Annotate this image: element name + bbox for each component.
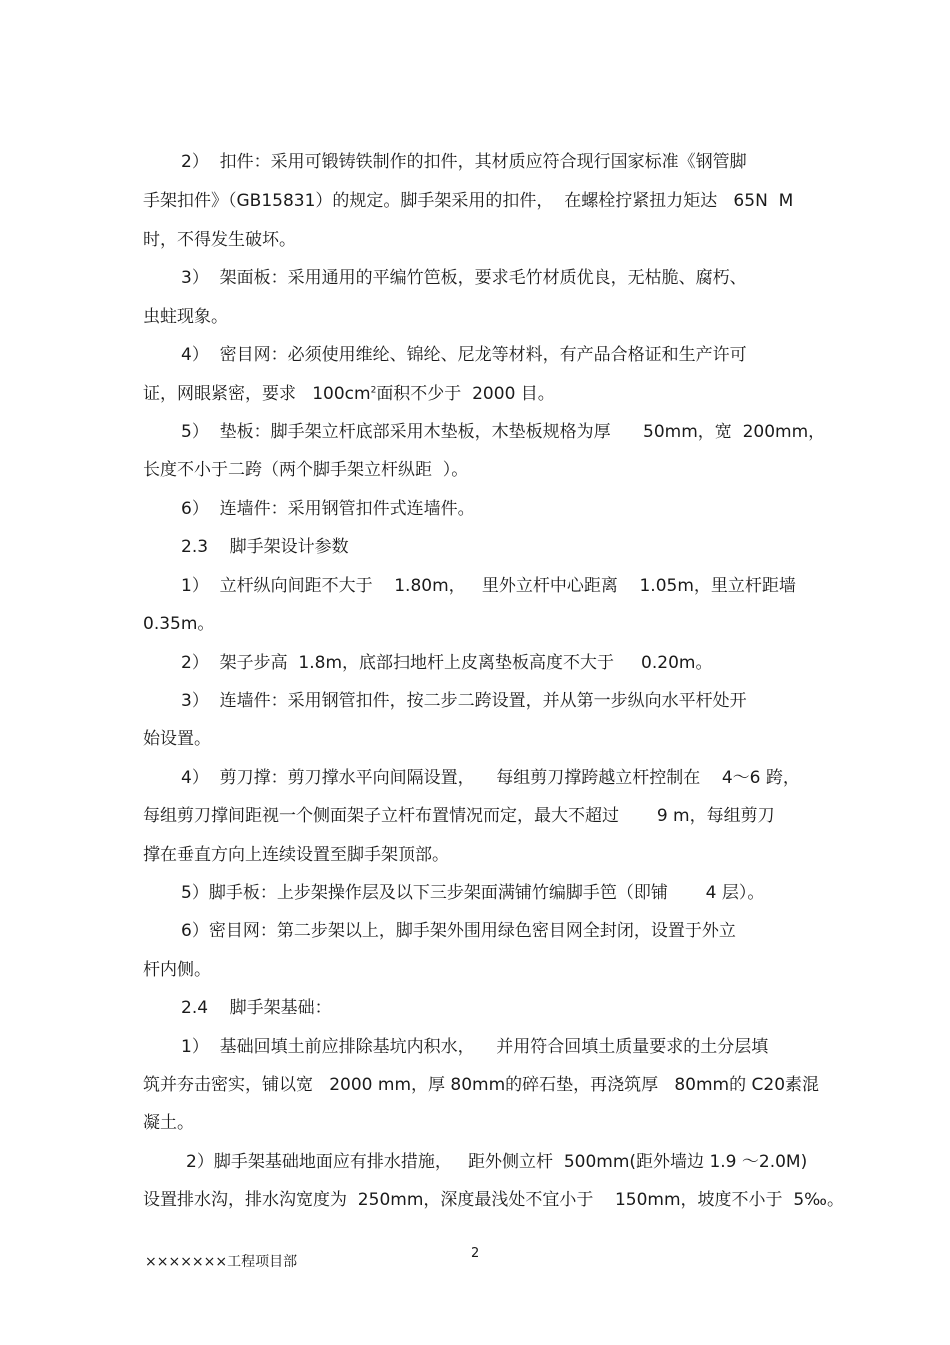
text-line: 4） 剪刀撑：剪刀撑水平向间隔设置， 每组剪刀撑跨越立杆控制在 4～6 跨， [181,768,800,788]
text-line: 6）密目网：第二步架以上，脚手架外围用绿色密目网全封闭，设置于外立 [181,921,736,941]
section-heading: 2.3 脚手架设计参数 [181,537,349,557]
text-line: 3） 连墙件：采用钢管扣件，按二步二跨设置，并从第一步纵向水平杆处开 [181,691,747,711]
text-line: 5）脚手板：上步架操作层及以下三步架面满铺竹编脚手笆（即铺 4 层）。 [181,883,765,903]
text-line: 每组剪刀撑间距视一个侧面架子立杆布置情况而定，最大不超过 9 m，每组剪刀 [143,806,775,826]
footer-project-name: ×××××××工程项目部 [145,1254,298,1270]
text-line: 1） 立杆纵向间距不大于 1.80m， 里外立杆中心距离 1.05m，里立杆距墙 [181,576,796,596]
page-number: 2 [471,1246,480,1261]
text-line: 虫蛀现象。 [143,307,228,327]
text-line: 1） 基础回填土前应排除基坑内积水， 并用符合回填土质量要求的土分层填 [181,1037,769,1057]
text-line: 凝土。 [143,1113,194,1133]
text-line [143,383,555,405]
text-line: 2） 扣件：采用可锻铸铁制作的扣件，其材质应符合现行国家标准《钢管脚 [181,152,747,172]
text-line: 3） 架面板：采用通用的平编竹笆板，要求毛竹材质优良，无枯脆、腐朽、 [181,268,747,288]
text-line: 始设置。 [143,729,211,749]
text-line: 杆内侧。 [143,960,211,980]
text-line: 时，不得发生破坏。 [143,230,296,250]
text-line: 0.35m。 [143,614,215,634]
text-line: 长度不小于二跨（两个脚手架立杆纵距 ）。 [143,460,469,480]
text-line: 筑并夯击密实，铺以宽 2000 mm，厚 80mm的碎石垫，再浇筑厚 80mm的 C20素混 [143,1075,820,1095]
superscript: 2 [370,385,377,396]
text-line: 设置排水沟，排水沟宽度为 250mm，深度最浅处不宜小于 150mm，坡度不小于 5‰。 [143,1190,844,1210]
text-line: 2） 架子步高 1.8m，底部扫地杆上皮离垫板高度不大于 0.20m。 [181,653,713,673]
text-line: 手架扣件》（GB15831）的规定。脚手架采用的扣件， 在螺栓拧紧扭力矩达 65N M [143,191,794,211]
text-line: 6） 连墙件：采用钢管扣件式连墙件。 [181,499,475,519]
section-heading: 2.4 脚手架基础： [181,998,332,1018]
text-line: 撑在垂直方向上连续设置至脚手架顶部。 [143,845,449,865]
text-line: 5） 垫板：脚手架立杆底部采用木垫板，木垫板规格为厚 50mm，宽 200mm， [181,422,826,442]
text-segment: 证，网眼紧密，要求 100cm [143,384,371,404]
text-line: 4） 密目网：必须使用维纶、锦纶、尼龙等材料，有产品合格证和生产许可 [181,345,747,365]
text-segment: 面积不少于 2000 目。 [376,384,555,404]
text-line: 2）脚手架基础地面应有排水措施， 距外侧立杆 500mm(距外墙边 1.9 ～2.0M) [186,1152,808,1172]
